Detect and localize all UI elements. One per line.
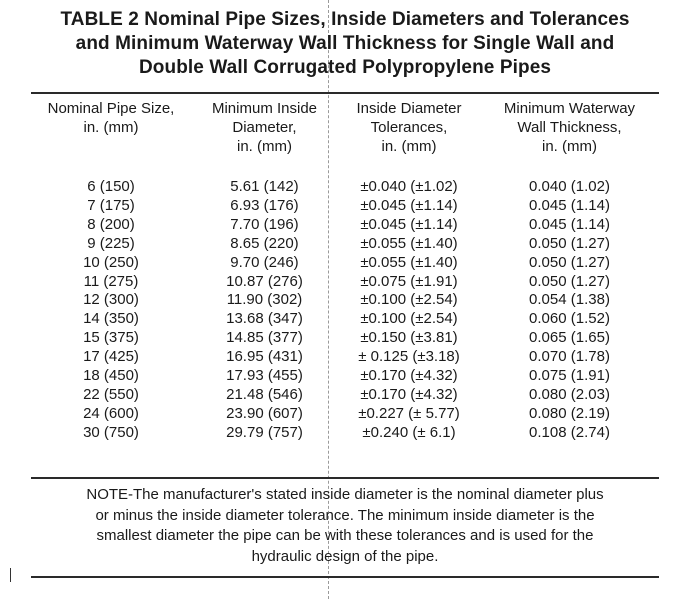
header-minimum-wall-thickness — [480, 99, 659, 156]
table-row — [0, 404, 690, 423]
nominal-size-cell: 24 (600) — [83, 404, 139, 422]
tolerance-cell: ±0.045 (±1.14) — [360, 215, 458, 233]
wall-thickness-cell: 0.050 (1.27) — [529, 234, 610, 252]
header-line: Tolerances, — [370, 119, 448, 136]
nominal-size-cell: 18 (450) — [83, 367, 139, 384]
header-nominal-pipe-size — [31, 99, 191, 137]
bottom-rule — [31, 576, 659, 578]
nominal-size-cell: 17 (425) — [83, 348, 139, 366]
header-line: Minimum Waterway — [503, 100, 636, 117]
table-row — [0, 290, 690, 309]
tolerance-cell: ±0.170 (±4.32) — [360, 385, 458, 403]
table-row — [0, 328, 690, 347]
table-row — [0, 366, 690, 385]
tolerance-cell: ±0.045 (±1.14) — [360, 196, 458, 214]
tolerance-cell: ± 0.125 (±3.18) — [358, 348, 460, 366]
table-row — [0, 234, 690, 253]
tolerance-cell: ±0.240 (± 6.1) — [362, 423, 456, 441]
min-inside-diameter-cell: 7.70 (196) — [230, 215, 299, 233]
nominal-size-cell: 6 (150) — [87, 178, 135, 195]
wall-thickness-cell: 0.080 (2.19) — [529, 404, 610, 422]
header-line: Inside Diameter — [356, 100, 462, 117]
wall-thickness-cell: 0.050 (1.27) — [529, 272, 610, 290]
margin-mark — [10, 568, 11, 582]
note-rule — [31, 477, 659, 479]
nominal-size-cell: 10 (250) — [83, 253, 139, 271]
table-row — [0, 309, 690, 328]
wall-thickness-cell: 0.054 (1.38) — [529, 291, 610, 309]
tolerance-cell: ±0.170 (±4.32) — [360, 367, 458, 384]
header-line: Diameter, — [232, 119, 297, 136]
header-line: in. (mm) — [381, 138, 437, 155]
table-row — [0, 177, 690, 196]
table-row — [0, 272, 690, 291]
header-line: Nominal Pipe Size, — [47, 100, 175, 117]
nominal-size-cell: 8 (200) — [87, 215, 135, 233]
nominal-size-cell: 22 (550) — [83, 385, 139, 403]
tolerance-cell: ±0.055 (±1.40) — [360, 234, 458, 252]
min-inside-diameter-cell: 8.65 (220) — [230, 234, 299, 252]
title-line-2: and Minimum Waterway Wall Thickness for Single Wall and — [75, 33, 615, 54]
tolerance-cell: ±0.227 (± 5.77) — [358, 404, 460, 422]
tolerance-cell: ±0.055 (±1.40) — [360, 253, 458, 271]
nominal-size-cell: 7 (175) — [87, 196, 135, 214]
min-inside-diameter-cell: 11.90 (302) — [226, 291, 303, 309]
wall-thickness-cell: 0.040 (1.02) — [529, 178, 610, 195]
min-inside-diameter-cell: 9.70 (246) — [230, 253, 299, 271]
wall-thickness-cell: 0.075 (1.91) — [529, 367, 610, 384]
tolerance-cell: ±0.075 (±1.91) — [360, 272, 458, 290]
min-inside-diameter-cell: 10.87 (276) — [226, 272, 303, 290]
min-inside-diameter-cell: 14.85 (377) — [226, 329, 303, 347]
nominal-size-cell: 15 (375) — [83, 329, 139, 347]
top-rule — [31, 92, 659, 94]
min-inside-diameter-cell: 5.61 (142) — [230, 178, 299, 195]
header-line: in. (mm) — [542, 138, 597, 155]
header-line: in. (mm) — [237, 138, 292, 155]
title-line-3: Double Wall Corrugated Polypropylene Pipes — [138, 57, 552, 78]
header-line: Wall Thickness, — [517, 119, 622, 136]
nominal-size-cell: 11 (275) — [83, 272, 139, 290]
min-inside-diameter-cell: 6.93 (176) — [230, 196, 299, 214]
wall-thickness-cell: 0.045 (1.14) — [529, 196, 610, 214]
tolerance-cell: ±0.100 (±2.54) — [360, 310, 458, 328]
header-minimum-inside-diameter — [191, 99, 338, 156]
tolerance-cell: ±0.100 (±2.54) — [360, 291, 458, 309]
tolerance-cell: ±0.150 (±3.81) — [360, 329, 458, 347]
nominal-size-cell: 12 (300) — [83, 291, 139, 309]
nominal-size-cell: 9 (225) — [87, 234, 135, 252]
table-row — [0, 347, 690, 366]
wall-thickness-cell: 0.070 (1.78) — [529, 348, 610, 366]
wall-thickness-cell: 0.080 (2.03) — [529, 385, 610, 403]
tolerance-cell: ±0.040 (±1.02) — [360, 178, 458, 195]
table-row — [0, 215, 690, 234]
table-note — [33, 485, 657, 567]
note-line-1: NOTE-The manufacturer's stated inside diameter is the nominal diameter plus — [86, 486, 604, 503]
note-line-4: hydraulic design of the pipe. — [251, 547, 439, 565]
min-inside-diameter-cell: 21.48 (546) — [226, 385, 303, 403]
min-inside-diameter-cell: 29.79 (757) — [226, 423, 303, 441]
nominal-size-cell: 30 (750) — [83, 423, 139, 441]
header-line: in. (mm) — [83, 119, 139, 136]
note-line-2: or minus the inside diameter tolerance. The minimum inside diameter is the — [95, 506, 595, 524]
wall-thickness-cell: 0.045 (1.14) — [529, 215, 610, 233]
table-row — [0, 253, 690, 272]
min-inside-diameter-cell: 16.95 (431) — [226, 348, 303, 366]
table-title — [20, 8, 670, 80]
table-row — [0, 385, 690, 404]
wall-thickness-cell: 0.060 (1.52) — [529, 310, 610, 328]
wall-thickness-cell: 0.065 (1.65) — [529, 329, 610, 347]
table-row — [0, 423, 690, 442]
title-line-1: TABLE 2 Nominal Pipe Sizes, Inside Diameters and Tolerances — [60, 9, 630, 30]
wall-thickness-cell: 0.108 (2.74) — [529, 423, 610, 441]
header-inside-diameter-tolerances — [338, 99, 480, 156]
min-inside-diameter-cell: 23.90 (607) — [226, 404, 303, 422]
min-inside-diameter-cell: 17.93 (455) — [226, 367, 303, 384]
min-inside-diameter-cell: 13.68 (347) — [226, 310, 303, 328]
table-row — [0, 196, 690, 215]
wall-thickness-cell: 0.050 (1.27) — [529, 253, 610, 271]
header-line: Minimum Inside — [211, 100, 318, 117]
nominal-size-cell: 14 (350) — [83, 310, 139, 328]
note-line-3: smallest diameter the pipe can be with these tolerances and is used for the — [96, 527, 594, 544]
